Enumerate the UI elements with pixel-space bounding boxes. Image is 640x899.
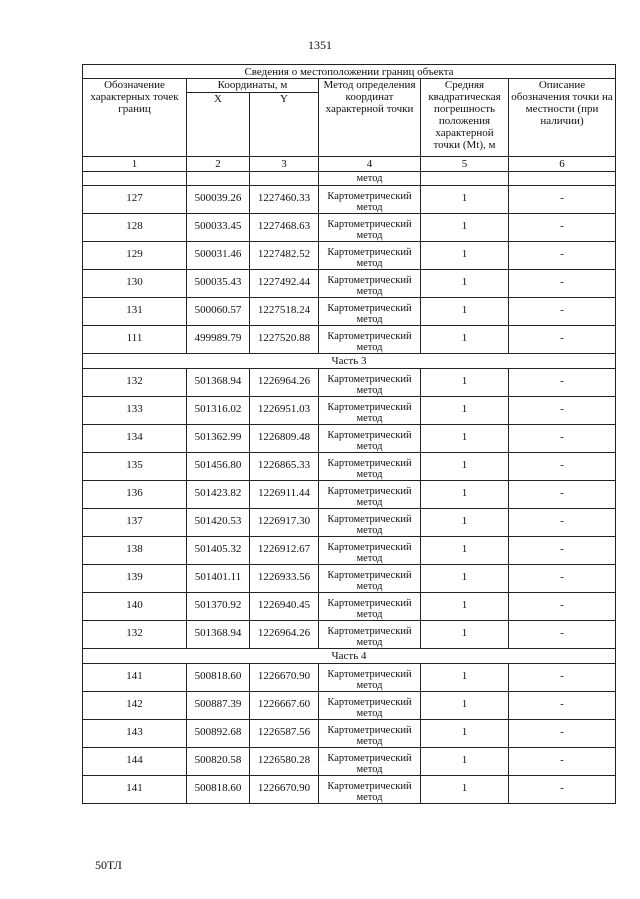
x-coordinate-cell: 500887.39 [187,692,250,720]
point-cell: 127 [83,186,187,214]
description-cell: - [509,720,616,748]
x-coordinate-cell: 500031.46 [187,242,250,270]
header-coordinates: Координаты, м [187,79,319,93]
y-coordinate-cell: 1227520.88 [250,326,319,354]
x-coordinate-cell: 500035.43 [187,270,250,298]
accuracy-cell: 1 [421,748,509,776]
method-cell: Картометрический метод [319,397,421,425]
x-coordinate-cell: 500818.60 [187,776,250,804]
point-cell: 132 [83,369,187,397]
description-cell: - [509,186,616,214]
x-coordinate-cell: 501423.82 [187,481,250,509]
table-row [83,748,616,776]
point-cell: 141 [83,664,187,692]
description-cell: - [509,326,616,354]
x-coordinate-cell: 500820.58 [187,748,250,776]
column-number: 3 [250,157,319,172]
point-cell: 128 [83,214,187,242]
method-cell: Картометрический метод [319,326,421,354]
header-method: Метод определения координат характерной точки [319,79,421,157]
description-cell: - [509,397,616,425]
y-coordinate-cell: 1226809.48 [250,425,319,453]
page-number: 1351 [308,38,332,52]
method-cell: Картометрический метод [319,298,421,326]
method-cell: Картометрический метод [319,565,421,593]
description-cell: - [509,509,616,537]
column-number: 6 [509,157,616,172]
table-row [83,270,616,298]
y-coordinate-cell: 1226667.60 [250,692,319,720]
point-cell: 129 [83,242,187,270]
accuracy-cell: 1 [421,720,509,748]
table-row [83,397,616,425]
y-coordinate-cell: 1226670.90 [250,664,319,692]
x-coordinate-cell: 501370.92 [187,593,250,621]
x-coordinate-cell: 500039.26 [187,186,250,214]
accuracy-cell: 1 [421,214,509,242]
table-row [83,214,616,242]
method-cell: Картометрический метод [319,537,421,565]
description-cell: - [509,214,616,242]
description-cell: - [509,298,616,326]
accuracy-cell: 1 [421,692,509,720]
point-cell: 144 [83,748,187,776]
x-coordinate-cell: 499989.79 [187,326,250,354]
table-row [83,425,616,453]
table-row [83,720,616,748]
point-cell: 135 [83,453,187,481]
x-coordinate-cell: 501368.94 [187,369,250,397]
method-cell: Картометрический метод [319,621,421,649]
accuracy-cell: 1 [421,186,509,214]
continuation-row [83,172,616,186]
column-numbers-row [83,157,616,172]
header-y: Y [250,93,319,157]
table-row [83,593,616,621]
description-cell: - [509,621,616,649]
accuracy-cell: 1 [421,537,509,565]
description-cell: - [509,565,616,593]
point-cell: 111 [83,326,187,354]
point-cell: 133 [83,397,187,425]
description-cell: - [509,481,616,509]
description-cell: - [509,748,616,776]
accuracy-cell: 1 [421,664,509,692]
method-cell: Картометрический метод [319,242,421,270]
y-coordinate-cell: 1226933.56 [250,565,319,593]
y-coordinate-cell: 1226964.26 [250,369,319,397]
method-cell: Картометрический метод [319,369,421,397]
footer-code: 50ТЛ [95,858,122,872]
description-cell: - [509,369,616,397]
part-header-row [83,354,616,369]
description-cell: - [509,425,616,453]
accuracy-cell: 1 [421,397,509,425]
y-coordinate-cell: 1227492.44 [250,270,319,298]
accuracy-cell: 1 [421,593,509,621]
table-row [83,565,616,593]
table-row [83,664,616,692]
method-cell: Картометрический метод [319,664,421,692]
accuracy-cell: 1 [421,270,509,298]
y-coordinate-cell: 1226587.56 [250,720,319,748]
accuracy-cell: 1 [421,242,509,270]
accuracy-cell: 1 [421,326,509,354]
table-row [83,776,616,804]
method-cell: Картометрический метод [319,776,421,804]
part-header-row [83,649,616,664]
y-coordinate-cell: 1226951.03 [250,397,319,425]
y-coordinate-cell: 1227482.52 [250,242,319,270]
point-cell: 131 [83,298,187,326]
y-coordinate-cell: 1226865.33 [250,453,319,481]
accuracy-cell: 1 [421,776,509,804]
accuracy-cell: 1 [421,621,509,649]
continuation-method: метод [319,172,421,186]
table-row [83,186,616,214]
point-cell: 136 [83,481,187,509]
point-cell: 143 [83,720,187,748]
x-coordinate-cell: 500892.68 [187,720,250,748]
x-coordinate-cell: 501401.11 [187,565,250,593]
y-coordinate-cell: 1226940.45 [250,593,319,621]
method-cell: Картометрический метод [319,720,421,748]
header-accuracy: Средняя квадратическая погрешность положения характерной точки (Mt), м [421,79,509,157]
header-x: X [187,93,250,157]
table-row [83,298,616,326]
x-coordinate-cell: 501456.80 [187,453,250,481]
point-cell: 142 [83,692,187,720]
y-coordinate-cell: 1226964.26 [250,621,319,649]
table-row [83,509,616,537]
table-row [83,326,616,354]
point-cell: 134 [83,425,187,453]
method-cell: Картометрический метод [319,509,421,537]
accuracy-cell: 1 [421,298,509,326]
description-cell: - [509,453,616,481]
table-row [83,369,616,397]
column-number: 2 [187,157,250,172]
y-coordinate-cell: 1226670.90 [250,776,319,804]
method-cell: Картометрический метод [319,748,421,776]
column-number: 1 [83,157,187,172]
description-cell: - [509,270,616,298]
x-coordinate-cell: 500060.57 [187,298,250,326]
method-cell: Картометрический метод [319,593,421,621]
description-cell: - [509,664,616,692]
boundary-points-table [82,64,616,804]
accuracy-cell: 1 [421,509,509,537]
header-description: Описание обозначения точки на местности (при наличии) [509,79,616,157]
description-cell: - [509,537,616,565]
y-coordinate-cell: 1227460.33 [250,186,319,214]
point-cell: 130 [83,270,187,298]
table-row [83,621,616,649]
point-cell: 139 [83,565,187,593]
y-coordinate-cell: 1226912.67 [250,537,319,565]
method-cell: Картометрический метод [319,214,421,242]
accuracy-cell: 1 [421,369,509,397]
description-cell: - [509,593,616,621]
x-coordinate-cell: 500818.60 [187,664,250,692]
accuracy-cell: 1 [421,481,509,509]
point-cell: 137 [83,509,187,537]
description-cell: - [509,776,616,804]
part-label: Часть 4 [83,649,616,664]
x-coordinate-cell: 500033.45 [187,214,250,242]
y-coordinate-cell: 1226911.44 [250,481,319,509]
column-number: 5 [421,157,509,172]
method-cell: Картометрический метод [319,692,421,720]
header-designation: Обозначение характерных точек границ [83,79,187,157]
table-row [83,481,616,509]
table-row [83,692,616,720]
method-cell: Картометрический метод [319,481,421,509]
x-coordinate-cell: 501316.02 [187,397,250,425]
x-coordinate-cell: 501405.32 [187,537,250,565]
x-coordinate-cell: 501420.53 [187,509,250,537]
column-number: 4 [319,157,421,172]
accuracy-cell: 1 [421,565,509,593]
y-coordinate-cell: 1227468.63 [250,214,319,242]
part-label: Часть 3 [83,354,616,369]
accuracy-cell: 1 [421,453,509,481]
table-row [83,242,616,270]
x-coordinate-cell: 501368.94 [187,621,250,649]
point-cell: 141 [83,776,187,804]
accuracy-cell: 1 [421,425,509,453]
method-cell: Картометрический метод [319,186,421,214]
x-coordinate-cell: 501362.99 [187,425,250,453]
method-cell: Картометрический метод [319,270,421,298]
point-cell: 138 [83,537,187,565]
y-coordinate-cell: 1226580.28 [250,748,319,776]
method-cell: Картометрический метод [319,425,421,453]
table-row [83,453,616,481]
table-title: Сведения о местоположении границ объекта [83,65,616,79]
point-cell: 140 [83,593,187,621]
y-coordinate-cell: 1227518.24 [250,298,319,326]
description-cell: - [509,242,616,270]
table-row [83,537,616,565]
description-cell: - [509,692,616,720]
method-cell: Картометрический метод [319,453,421,481]
point-cell: 132 [83,621,187,649]
y-coordinate-cell: 1226917.30 [250,509,319,537]
